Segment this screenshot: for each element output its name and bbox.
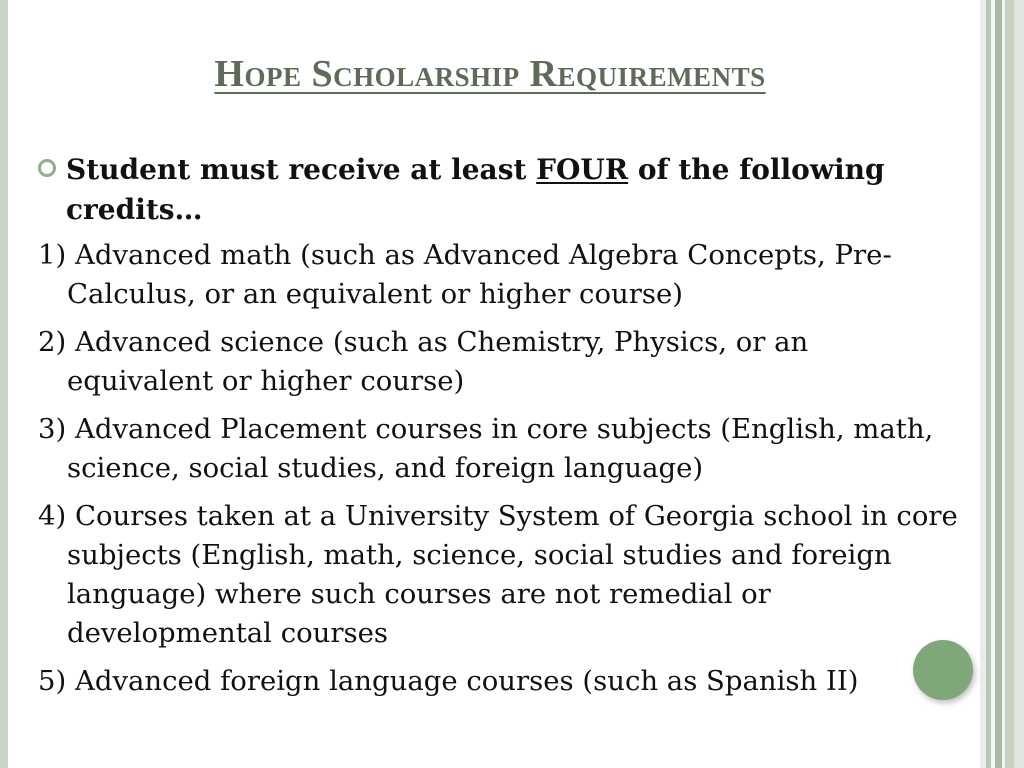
- list-item: [38, 410, 958, 488]
- right-stripe-decoration: [980, 0, 1024, 768]
- item-text: Advanced math (such as Advanced Algebra Concepts, Pre-Calculus, or an equivalent or higher course): [67, 239, 892, 310]
- left-border-decoration: [0, 0, 8, 768]
- item-number: 4): [38, 500, 67, 532]
- item-text: Advanced Placement courses in core subjects (English, math, science, social studies, and foreign language): [67, 413, 934, 484]
- list-item: [38, 323, 958, 401]
- intro-emphasis: FOUR: [536, 153, 629, 186]
- list-item: [38, 662, 958, 701]
- item-number: 5): [38, 665, 67, 697]
- list-item: [38, 236, 958, 314]
- item-text: Courses taken at a University System of Georgia school in core subjects (English, math, science, social studies and foreign language) where such courses are not remedial or developmental courses: [67, 500, 958, 649]
- item-number: 1): [38, 239, 67, 271]
- item-text: Advanced science (such as Chemistry, Physics, or an equivalent or higher course): [67, 326, 809, 397]
- intro-suffix: of the following credits…: [66, 153, 885, 226]
- ring-bullet-icon: [38, 159, 56, 177]
- intro-bullet: [38, 150, 958, 230]
- list-item: [38, 497, 958, 653]
- item-text: Advanced foreign language courses (such as Spanish II): [74, 665, 859, 697]
- slide-title: Hope Scholarship Requirements: [214, 53, 766, 95]
- item-number: 3): [38, 413, 67, 445]
- intro-prefix: Student must receive at least: [66, 153, 537, 186]
- slide-content: [38, 150, 958, 710]
- item-number: 2): [38, 326, 67, 358]
- circle-decoration: [913, 640, 973, 700]
